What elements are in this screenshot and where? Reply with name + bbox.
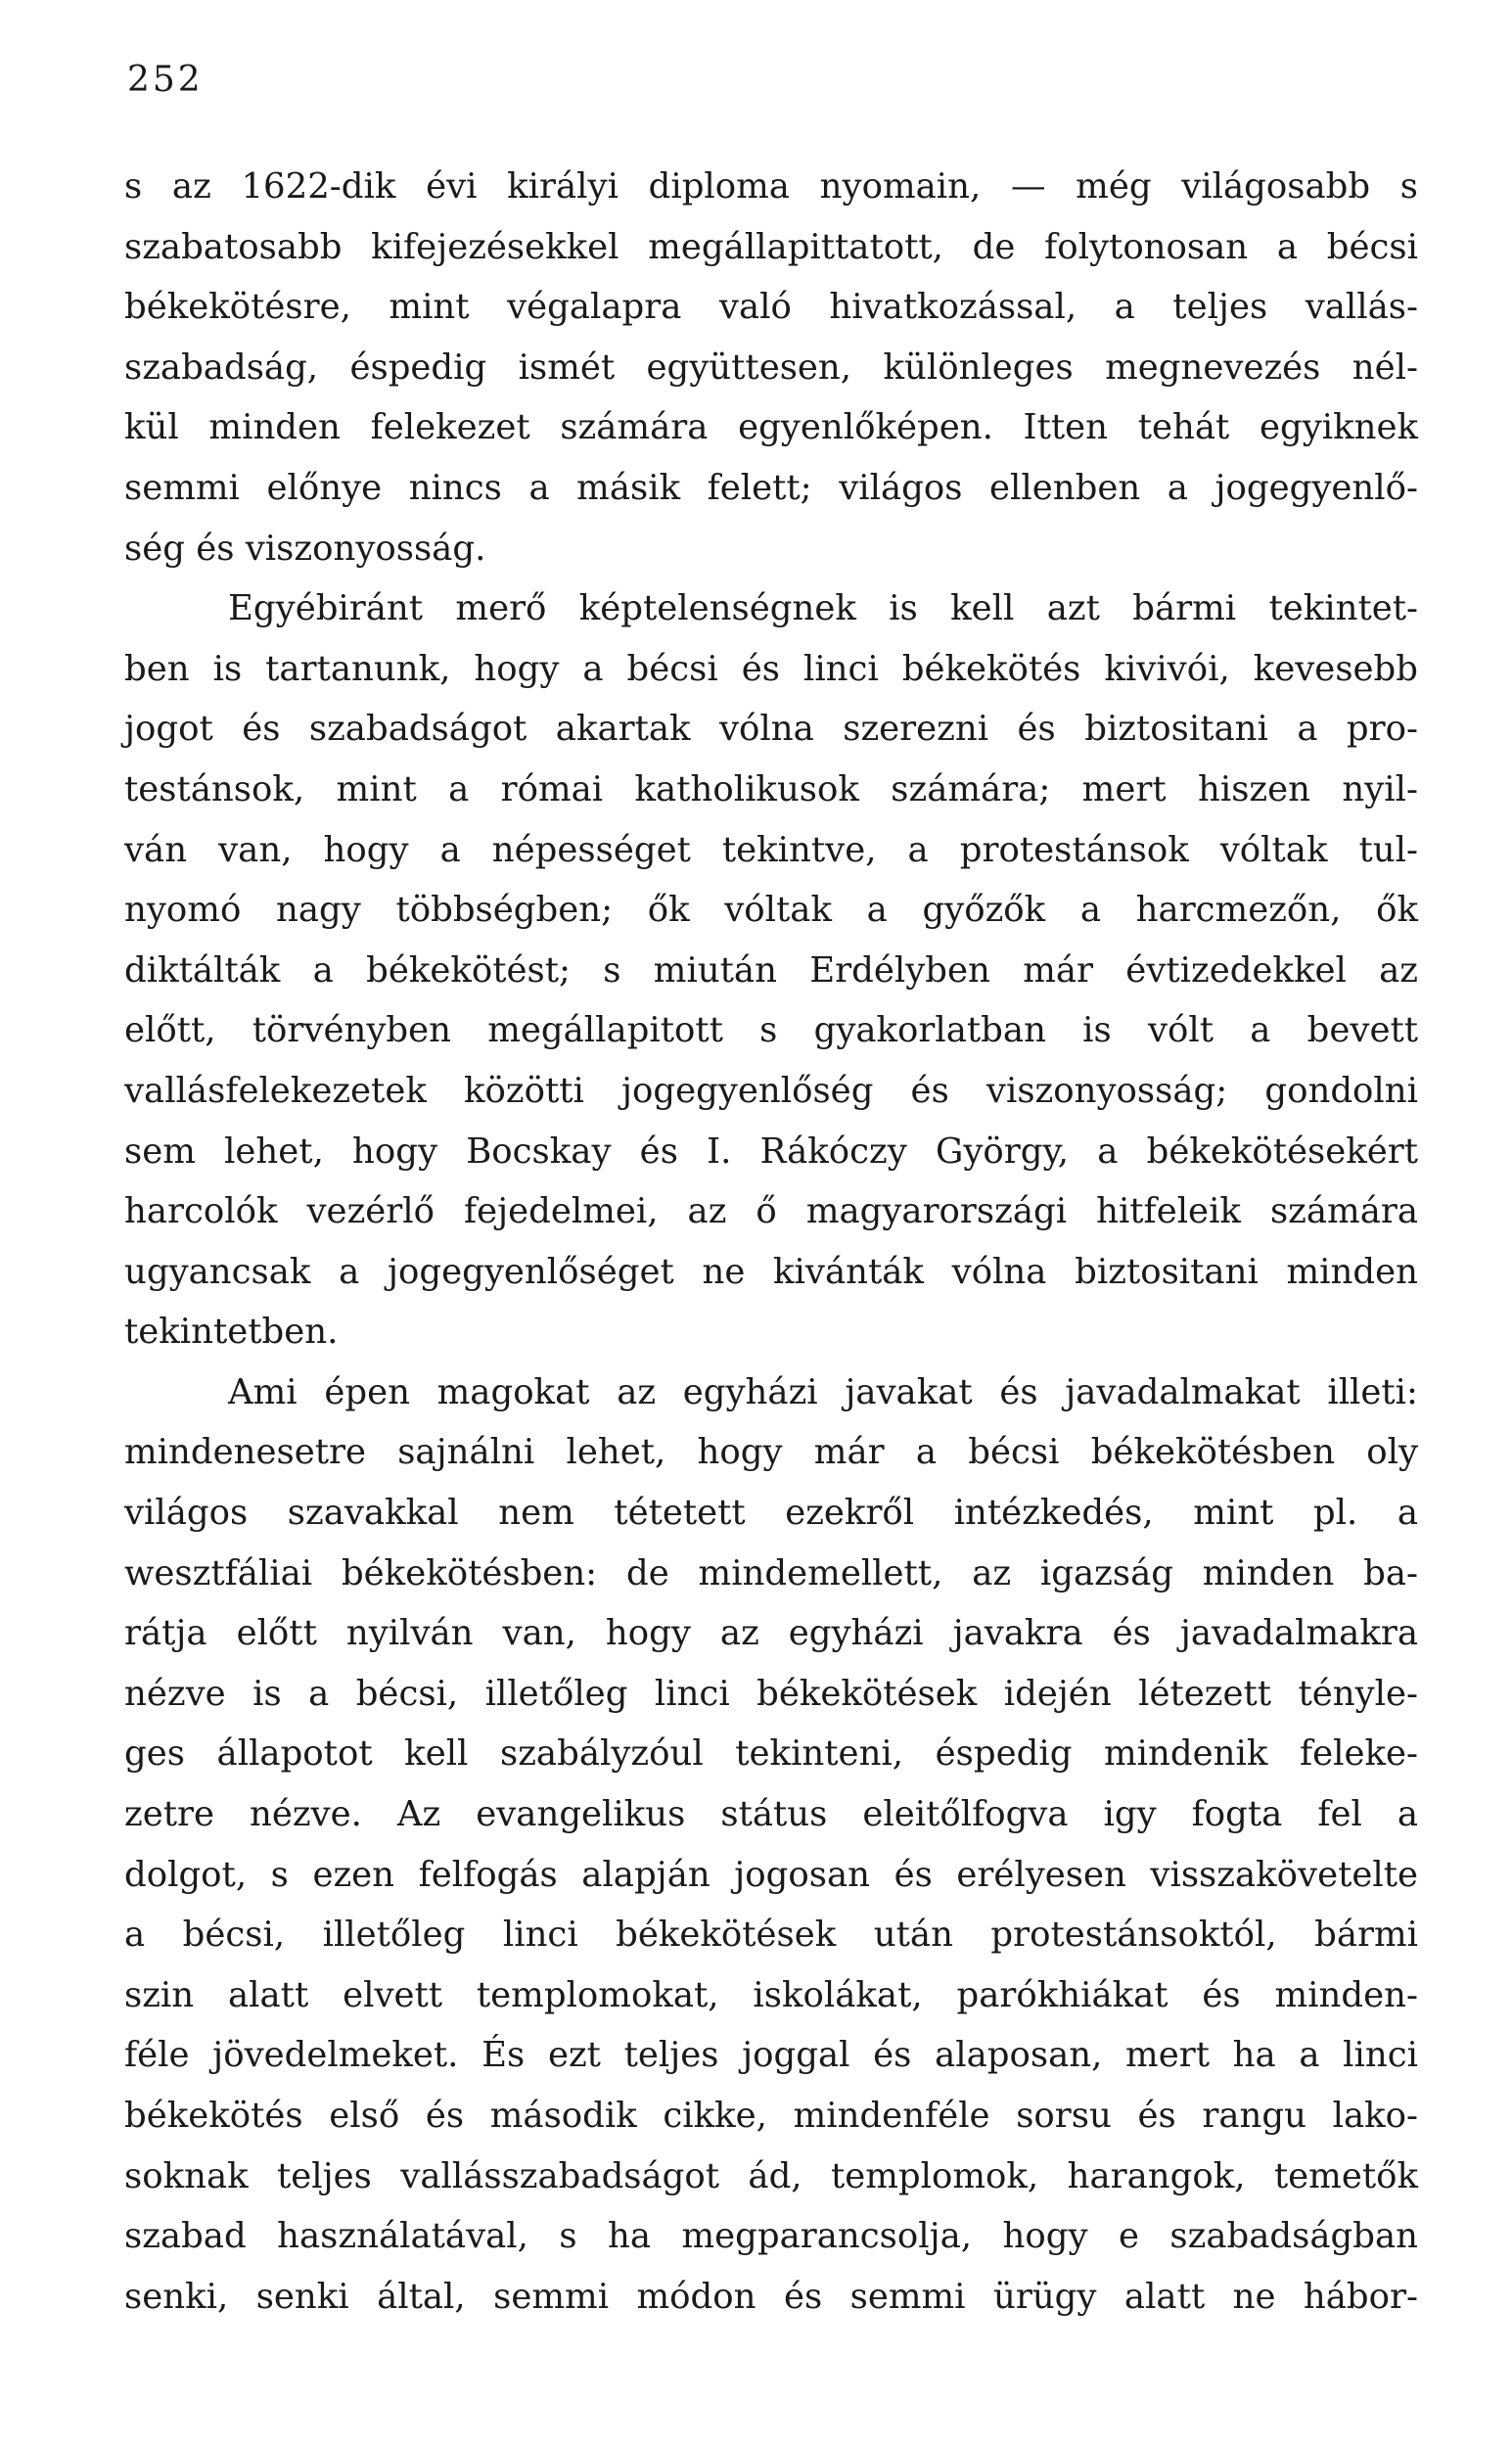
text-line: wesztfáliai békekötésben: de mindemellett, az igazság minden ba-	[124, 1552, 1418, 1593]
text-line: nézve is a bécsi, illetőleg linci békekötések idején létezett tényle-	[124, 1673, 1418, 1714]
text-line: sem lehet, hogy Bocskay és I. Rákóczy György, a békekötésekért	[124, 1131, 1418, 1172]
text-line: szabatosabb kifejezésekkel megállapittatott, de folytonosan a bécsi	[124, 226, 1418, 267]
text-line: Egyébiránt merő képtelenségnek is kell azt bármi tekintet-	[228, 588, 1418, 629]
text-line: kül minden felekezet számára egyenlőképen. Itten tehát egyiknek	[124, 407, 1418, 448]
text-line: dolgot, s ezen felfogás alapján jogosan és erélyesen visszakövetelte	[124, 1854, 1418, 1895]
text-line: harcolók vezérlő fejedelmei, az ő magyarországi hitfeleik számára	[124, 1191, 1418, 1232]
text-line: ges állapotot kell szabályzóul tekinteni, éspedig mindenik feleke-	[124, 1733, 1418, 1775]
page-number: 252	[127, 60, 204, 100]
text-line: testánsok, mint a római katholikusok számára; mert hiszen nyil-	[124, 768, 1418, 809]
body-text	[124, 157, 1418, 2327]
text-line: ség és viszonyosság.	[124, 528, 486, 569]
text-line: soknak teljes vallásszabadságot ád, templomok, harangok, temetők	[124, 2155, 1418, 2196]
text-line: ben is tartanunk, hogy a bécsi és linci békekötés kivivói, kevesebb	[124, 648, 1418, 689]
text-line: senki, senki által, semmi módon és semmi ürügy alatt ne hábor-	[124, 2276, 1418, 2317]
text-line: szabadság, éspedig ismét együttesen, különleges megnevezés nél-	[124, 346, 1418, 388]
text-line: Ami épen magokat az egyházi javakat és javadalmakat illeti:	[228, 1371, 1418, 1412]
text-line: szin alatt elvett templomokat, iskolákat, parókhiákat és minden-	[124, 1974, 1418, 2015]
text-line: szabad használatával, s ha megparancsolja, hogy e szabadságban	[124, 2216, 1418, 2257]
text-line: semmi előnye nincs a másik felett; világos ellenben a jogegyenlő-	[124, 467, 1418, 508]
text-line: rátja előtt nyilván van, hogy az egyházi javakra és javadalmakra	[124, 1613, 1418, 1654]
text-line: diktálták a békekötést; s miután Erdélyben már évtizedekkel az	[124, 949, 1418, 991]
text-line: zetre nézve. Az evangelikus státus eleitőlfogva igy fogta fel a	[124, 1794, 1418, 1835]
text-line: jogot és szabadságot akartak vólna szerezni és biztositani a pro-	[124, 709, 1418, 750]
text-line: s az 1622-dik évi királyi diploma nyomain, — még világosabb s	[124, 166, 1418, 207]
text-line: világos szavakkal nem tétetett ezekről intézkedés, mint pl. a	[124, 1493, 1418, 1534]
text-line: előtt, törvényben megállapitott s gyakorlatban is vólt a bevett	[124, 1010, 1418, 1051]
text-line: mindenesetre sajnálni lehet, hogy már a bécsi békekötésben oly	[124, 1432, 1418, 1473]
text-line: a bécsi, illetőleg linci békekötések után protestánsoktól, bármi	[124, 1915, 1418, 1956]
text-line: békekötés első és második cikke, mindenféle sorsu és rangu lako-	[124, 2096, 1418, 2136]
text-line: békekötésre, mint végalapra való hivatkozással, a teljes vallás-	[124, 287, 1418, 328]
text-line: ván van, hogy a népességet tekintve, a protestánsok vóltak tul-	[124, 829, 1418, 870]
text-line: ugyancsak a jogegyenlőséget ne kivánták vólna biztositani minden	[124, 1251, 1418, 1292]
text-line: féle jövedelmeket. És ezt teljes joggal és alaposan, mert ha a linci	[124, 2035, 1418, 2076]
text-line: tekintetben.	[124, 1312, 339, 1353]
text-line: nyomó nagy többségben; ők vóltak a győzők a harcmezőn, ők	[124, 890, 1418, 931]
text-line: vallásfelekezetek közötti jogegyenlőség és viszonyosság; gondolni	[124, 1070, 1418, 1111]
